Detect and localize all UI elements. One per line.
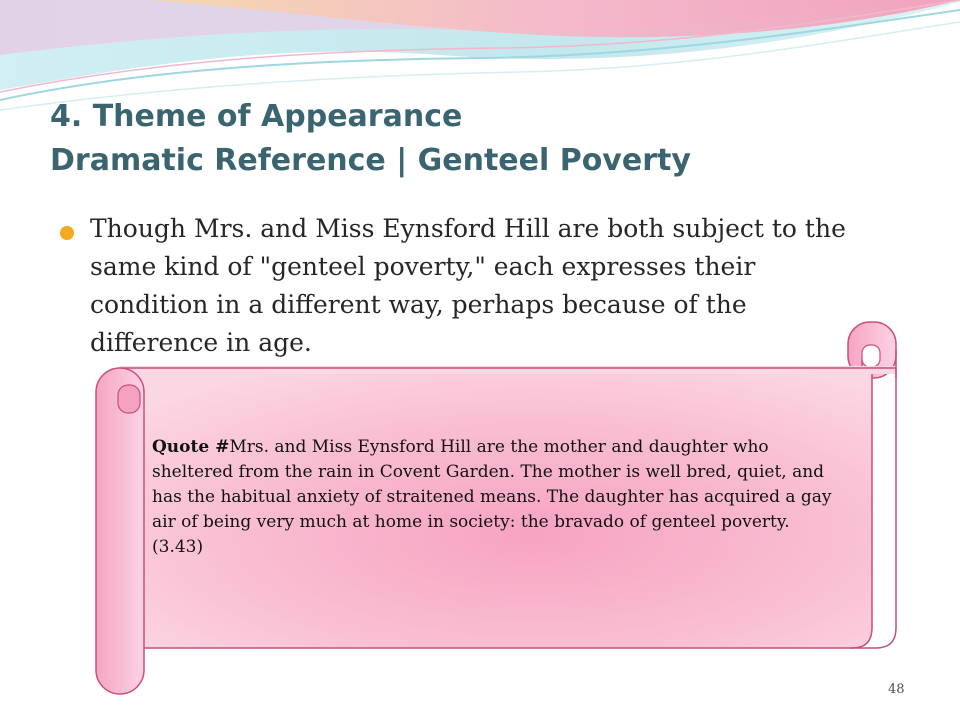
- quote-box: [152, 435, 832, 560]
- page-number: 48: [888, 682, 905, 697]
- title-line-2: Dramatic Reference | Genteel Poverty: [50, 143, 691, 178]
- title-line-1: 4. Theme of Appearance: [50, 99, 463, 134]
- quote-label: Quote #: [152, 437, 230, 457]
- quote-text: Mrs. and Miss Eynsford Hill are the mother and daughter who sheltered from the rain in Covent Garden. The mother is well bred, quiet, and has the habitual anxiety of straitened means. The daughter has acquired a gay air of being very much at home in society: the bravado of genteel poverty. (3.43): [152, 437, 832, 557]
- bullet-text: Though Mrs. and Miss Eynsford Hill are both subject to the same kind of "genteel poverty," each expresses their condition in a different way, perhaps because of the difference in age.: [90, 214, 846, 357]
